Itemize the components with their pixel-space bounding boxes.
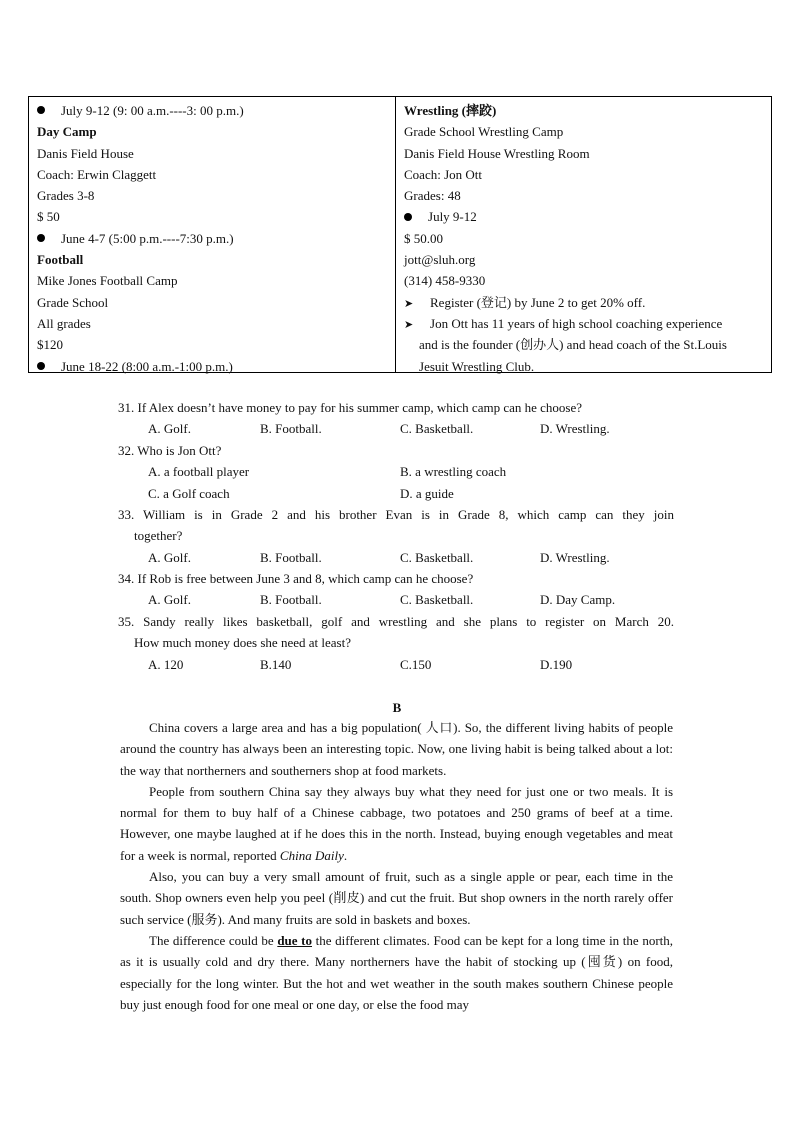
question-31	[118, 397, 674, 440]
question-stem: 31. If Alex doesn’t have money to pay for his summer camp, which camp can he choose?	[118, 400, 583, 415]
table-line: Coach: Jon Ott	[404, 166, 483, 182]
option-a: A. a football player	[148, 464, 250, 480]
option-c: C.150	[400, 656, 432, 672]
question-stem: 34. If Rob is free between June 3 and 8, which camp can he choose?	[118, 571, 474, 586]
option-c: C. a Golf coach	[148, 485, 230, 501]
option-d: D. a guide	[400, 485, 454, 501]
question-33	[118, 504, 674, 568]
table-line: July 9-12 (9: 00 a.m.----3: 00 p.m.)	[37, 100, 387, 121]
table-line: All grades	[37, 315, 91, 331]
question-options	[118, 654, 674, 675]
reading-passage	[120, 717, 673, 1015]
option-b: B. Football.	[260, 592, 322, 608]
table-line: Grade School Wrestling Camp	[404, 124, 564, 140]
question-options	[118, 483, 674, 504]
camp-heading-day-camp: Day Camp	[37, 124, 97, 140]
question-options	[118, 589, 674, 610]
question-options	[118, 461, 674, 482]
option-c: C. Basketball.	[400, 592, 474, 608]
source-name: China Daily	[279, 847, 344, 863]
table-line: and is the founder (创办人) and head coach of the St.Louis	[419, 337, 727, 353]
table-line: jott@sluh.org	[404, 252, 476, 268]
table-line: Grades 3-8	[37, 188, 95, 204]
question-stem-continued: together?	[134, 528, 183, 544]
question-stem: 35. Sandy really likes basketball, golf and wrestling and she plans to register on March 20.	[118, 614, 674, 629]
question-34	[118, 568, 674, 611]
bullet-dot-icon	[37, 234, 45, 242]
table-line: June 18-22 (8:00 a.m.-1:00 p.m.)	[37, 356, 387, 377]
table-line: Danis Field House	[37, 145, 134, 161]
question-stem: 32. Who is Jon Ott?	[118, 443, 222, 458]
question-32	[118, 440, 674, 504]
option-d: D. Day Camp.	[540, 592, 616, 608]
option-c: C. Basketball.	[400, 549, 474, 565]
table-line: $120	[37, 337, 63, 353]
option-c: C. Basketball.	[400, 421, 474, 437]
option-a: A. Golf.	[148, 549, 191, 565]
option-a: A. Golf.	[148, 421, 191, 437]
table-line: Mike Jones Football Camp	[37, 273, 178, 289]
option-b: B. a wrestling coach	[400, 464, 507, 480]
arrow-bullet-icon: ➤	[404, 318, 414, 331]
bullet-dot-icon	[404, 213, 412, 221]
bullet-dot-icon	[37, 362, 45, 370]
table-line: July 9-12	[404, 206, 763, 227]
table-line: $ 50	[37, 209, 60, 225]
question-stem: 33. William is in Grade 2 and his brother Evan is in Grade 8, which camp can they join	[118, 507, 674, 522]
option-d: D. Wrestling.	[540, 549, 610, 565]
camp-table-right-column	[396, 97, 771, 372]
table-line: Jesuit Wrestling Club.	[419, 358, 535, 374]
table-line: Grade School	[37, 294, 109, 310]
option-b: B. Football.	[260, 549, 322, 565]
passage-paragraph-4: The difference could be due to the different climates. Food can be kept for a long time in the north, as it is usually cold and dry there. Many northerners have the habit of stocking up (囤货) on food, especially for the long winter. But the hot and wet weather in the south makes southern Chinese people buy just enough food for one meal or one day, or else the food may	[120, 932, 674, 1012]
arrow-bullet-icon: ➤	[404, 297, 414, 310]
passage-paragraph-1: China covers a large area and has a big population( 人口). So, the different living habits of people around the country has always been an interesting topic. Now, one living habit is being talked about a lot: the way that northerners and southerners shop at food markets.	[120, 720, 673, 778]
question-options	[118, 418, 674, 439]
camp-table	[28, 96, 772, 373]
question-35	[118, 611, 674, 675]
option-a: A. Golf.	[148, 592, 191, 608]
camp-heading-wrestling: Wrestling (摔跤)	[404, 103, 497, 118]
table-line: June 4-7 (5:00 p.m.----7:30 p.m.)	[37, 228, 387, 249]
option-a: A. 120	[148, 656, 184, 672]
table-line: $ 50.00	[404, 230, 444, 246]
camp-heading-football: Football	[37, 252, 84, 268]
table-line: (314) 458-9330	[404, 273, 486, 289]
camp-table-left-column	[29, 97, 396, 372]
question-options	[118, 547, 674, 568]
key-phrase: due to	[277, 932, 313, 948]
table-line: ➤ Jon Ott has 11 years of high school coaching experience	[404, 313, 763, 334]
bullet-dot-icon	[37, 106, 45, 114]
table-line: Grades: 48	[404, 188, 461, 204]
table-line: ➤ Register (登记) by June 2 to get 20% off.	[404, 292, 763, 313]
table-line: Danis Field House Wrestling Room	[404, 145, 590, 161]
section-heading: B	[392, 700, 402, 715]
option-d: D.190	[540, 656, 573, 672]
table-line: Coach: Erwin Claggett	[37, 166, 157, 182]
passage-paragraph-2: People from southern China say they always buy what they need for just one or two meals. It is normal for them to buy half of a Chinese cabbage, two potatoes and 250 grams of beef at a time. However, one maybe laughed at if he does this in the north. Instead, buying enough vegetables and meat for a week is normal, reported China Daily.	[120, 783, 673, 863]
option-d: D. Wrestling.	[540, 421, 610, 437]
option-b: B.140	[260, 656, 292, 672]
passage-paragraph-3: Also, you can buy a very small amount of fruit, such as a single apple or pear, each time in the south. Shop owners even help you peel (削皮) and cut the fruit. But shop owners in the north rarely offer such service (服务). And many fruits are sold in baskets and boxes.	[120, 869, 673, 927]
question-stem-continued: How much money does she need at least?	[134, 635, 351, 651]
option-b: B. Football.	[260, 421, 322, 437]
